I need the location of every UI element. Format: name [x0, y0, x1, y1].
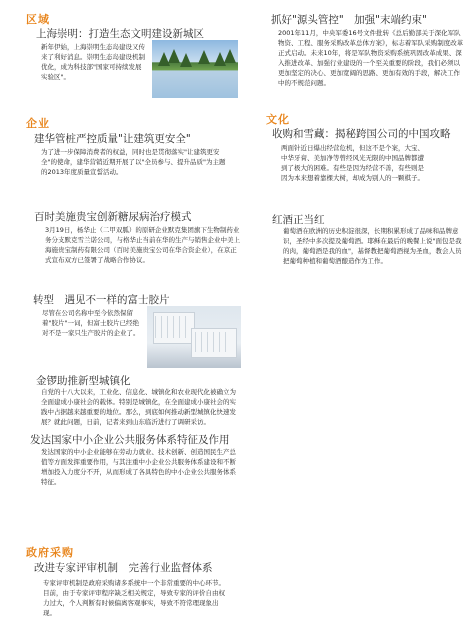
- enterprise-5-body: 发达国家的中小企业能够在劳动力就业、技术创新、创造国民生产总值等方面发挥重要作用，与其注重中小企业公共服务体系建设和不断增加投入力度分不开，从而形成了各具特色的中小企业公共服务体系特征。: [41, 448, 236, 486]
- enterprise-2-headline[interactable]: 百时美施贵宝创新糖尿病治疗模式: [34, 211, 192, 223]
- enterprise-1-body: 为了进一步保障消费者的权益，同时也是贯彻落实"让建筑更安全"的使命，建华营销近期开展了以"全员参与、提升品质"为主题的2013年度质量宣誓活动。: [41, 148, 226, 176]
- culture-1-body: 两面针近日爆出经营危机，但这不是个案，大宝、中华牙膏、美加净等曾经风光无限的中国品牌都遭到了极大的困难。有些是因为经营不善，有些则是因为本来想着靠棵大树，却成为别人的一颗棋子。: [281, 144, 424, 182]
- section-title-culture: 文化: [266, 113, 290, 126]
- enterprise-1-headline[interactable]: 建华管桩严控质量"让建筑更安全": [34, 133, 191, 145]
- section-title-region: 区域: [26, 13, 50, 26]
- enterprise-2-body: 3月19日，杨华止（二甲双胍）的原研企业默克集团旗下生物制药业务分支默克雪兰诺公司，与格华止当前在华的生产与销售企业中美上海施贵宝制药有限公司（百时美施贵宝公司在华合资企业），在京正式宣布双方已签署了战略合作协议。: [45, 226, 240, 264]
- culture-2-headline[interactable]: 红酒正当红: [272, 214, 325, 226]
- lake-landscape-photo: [152, 40, 238, 98]
- section-title-enterprise: 企业: [26, 117, 50, 130]
- enterprise-3-headline[interactable]: 转型 遇见不一样的富士胶片: [33, 294, 170, 306]
- culture-1-headline[interactable]: 收购和雪藏：揭秘跨国公司的中国攻略: [272, 128, 451, 140]
- enterprise-4-headline[interactable]: 金锣助推新型城镇化: [36, 375, 131, 387]
- gov-headline[interactable]: 改进专家评审机制 完善行业监督体系: [34, 562, 213, 574]
- gov-body: 专家评审机制是政府采购诸多系统中一个非常重要的中心环节。目前，由于专家评审程序缺乏相关规定，导致专家的评价自由权力过大，个人判断有时候偏离客观事实，导致不符常理现象出现。: [43, 579, 225, 617]
- top-right-body: 2001年11月，中央军委16号文件批转《总后勤部关于深化军队物资、工程、服务采购改革总体方案》，标志着军队采购制度改革正式启动。未来10年，将是军队物资采购系统巩固改革成果、深入推进改革、加强行业建设的一个至关重要的阶段，我们必须以更加坚定的决心、更加宽阔的思路、更加有效的手段，解决工作中的不规范问题。: [278, 29, 464, 87]
- enterprise-3-body: 尽管在公司名称中至今依然保留着"胶片"一词，但富士胶片已经绝对不是一家只生产胶片的企业了。: [42, 309, 140, 337]
- enterprise-4-body: 自党的十八大以来，工业化、信息化、城镇化和农业现代化被确立为全面建成小康社会的载体。特别是城镇化，在全面建成小康社会的实践中占据越来越重要的地位。那么，到底如何推动新型城镇化快速发展？就此问题，日前，记者来到山东临沂进行了调研采访。: [41, 388, 236, 426]
- culture-2-body: 葡萄酒在欧洲的历史积淀很深，长期积累形成了品味和品牌意识，圣经中多次提及葡萄酒。耶稣在最后的晚餐上说"面包是我的肉，葡萄酒是我的血"，基督教把葡萄酒视为圣血，教会人员把葡萄种植和葡萄酒酿造作为工作。: [283, 227, 462, 265]
- section-title-gov-procurement: 政府采购: [26, 546, 74, 559]
- region-body: 新年伊始，上海崇明生态岛建设又传来了利好消息。崇明生态岛建设机制优化，成为科技部"国家可持续发展实验区"。: [41, 43, 145, 81]
- building-photo: [147, 306, 241, 368]
- region-headline[interactable]: 上海崇明：打造生态文明建设新城区: [36, 28, 204, 40]
- top-right-headline[interactable]: 抓好"源头管控" 加强"末端约束": [271, 14, 427, 26]
- enterprise-5-headline[interactable]: 发达国家中小企业公共服务体系特征及作用: [30, 434, 230, 446]
